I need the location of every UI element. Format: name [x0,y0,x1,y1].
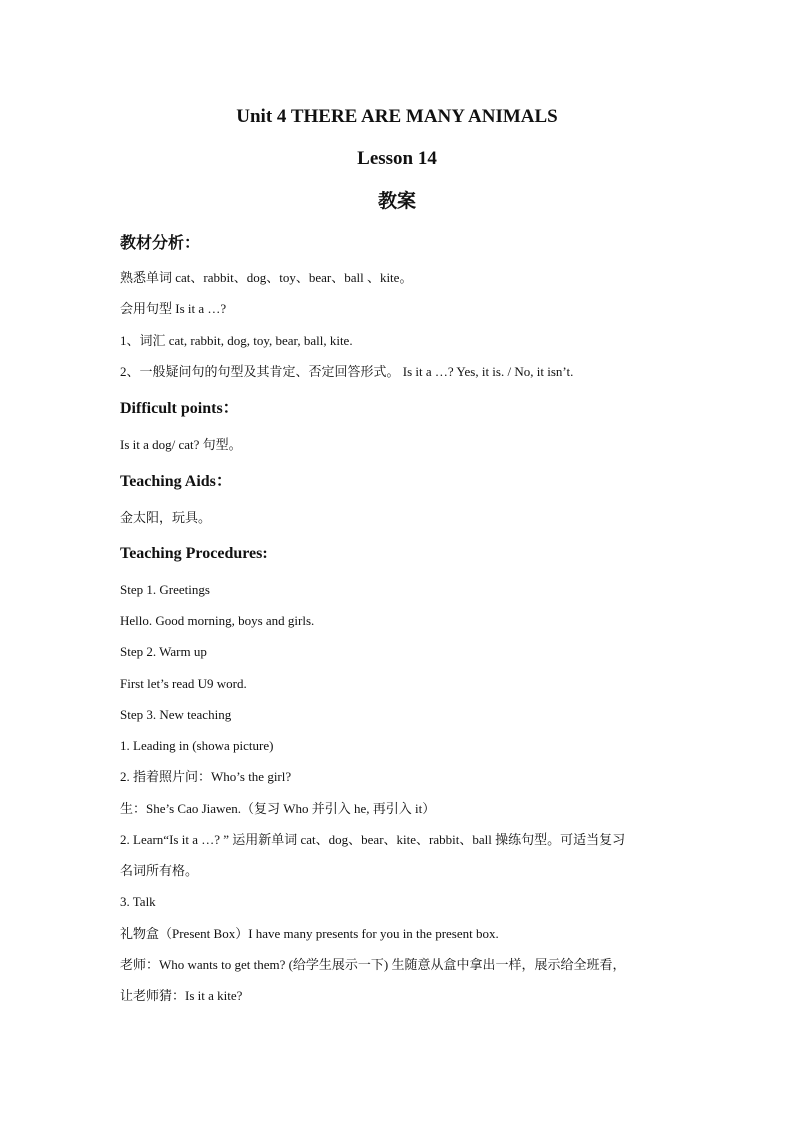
procedure-line-7: 2. 指着照片问：Who’s the girl? [120,769,292,784]
analysis-line-1: 熟悉单词 cat、rabbit、dog、toy、bear、ball 、kite。 [120,270,413,285]
analysis-heading: 教材分析： [120,233,201,252]
analysis-line-4: 2、一般疑问句的句型及其肯定、否定回答形式。 Is it a …? Yes, it is. / No, it isn’t. [120,364,574,379]
procedure-line-6: 1. Leading in (showa picture) [120,738,274,753]
difficult-points-line-1: Is it a dog/ cat? 句型。 [120,437,242,452]
analysis-line-3: 1、词汇 cat, rabbit, dog, toy, bear, ball, kite. [120,333,353,348]
procedure-line-3: Step 2. Warm up [120,644,207,659]
procedure-line-10: 名词所有格。 [120,863,199,878]
teaching-aids-line-1: 金太阳，玩具。 [120,510,212,525]
difficult-points-heading: Difficult points： [120,400,239,417]
procedure-line-4: First let’s read U9 word. [120,676,247,691]
procedure-line-13: 老师：Who wants to get them? (给学生展示一下) 生随意从盒中拿出一样，展示给全班看， [120,957,626,972]
procedure-line-11: 3. Talk [120,894,156,909]
procedure-line-8: 生：She’s Cao Jiawen.（复习 Who 并引入 he, 再引入 it） [120,801,436,816]
teaching-aids-heading: Teaching Aids： [120,473,232,490]
analysis-line-2: 会用句型 Is it a …? [120,301,227,316]
procedure-line-1: Step 1. Greetings [120,582,210,597]
procedure-line-12: 礼物盒（Present Box）I have many presents for you in the present box. [120,926,499,941]
lesson-title: Lesson 14 [357,148,437,169]
procedure-line-2: Hello. Good morning, boys and girls. [120,613,315,628]
unit-title: Unit 4 THERE ARE MANY ANIMALS [236,106,558,127]
procedure-line-14: 让老师猜：Is it a kite? [120,988,243,1003]
lesson-plan-title: 教案 [377,190,416,212]
procedure-line-5: Step 3. New teaching [120,707,232,722]
teaching-procedures-heading: Teaching Procedures: [120,545,268,562]
procedure-line-9: 2. Learn“Is it a …? ” 运用新单词 cat、dog、bear、kite、rabbit、ball 操练句型。可适当复习 [120,832,626,847]
